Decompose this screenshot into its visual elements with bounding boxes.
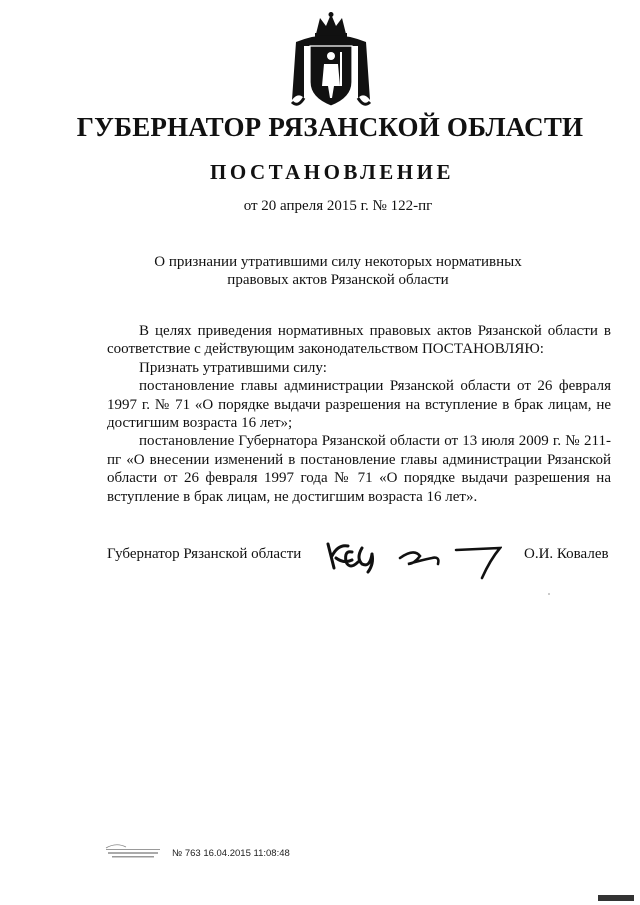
decree-body [107, 322, 611, 506]
scan-speck [548, 593, 550, 595]
decree-subject [130, 253, 546, 289]
registration-stamp-logo-icon [102, 840, 164, 862]
scan-corner-mark [598, 895, 634, 901]
body-paragraph: постановление главы администрации Рязанской области от 26 февраля 1997 г. № 71 «О порядке выдачи разрешения на вступление в брак лицам, не достигшим возраста 16 лет»; [107, 378, 611, 432]
subject-line-1: О признании утратившими силу некоторых нормативных [154, 254, 522, 270]
subject-line-2: правовых актов Рязанской области [227, 272, 449, 288]
signatory-name: О.И. Ковалев [524, 546, 609, 562]
decree-date-number: от 20 апреля 2015 г. № 122-пг [243, 198, 433, 214]
body-paragraph: Признать утратившими силу: [139, 359, 327, 376]
governor-title: ГУБЕРНАТОР РЯЗАНСКОЙ ОБЛАСТИ [76, 112, 584, 142]
registration-info: № 763 16.04.2015 11:08:48 [172, 848, 290, 859]
coat-of-arms-icon [288, 12, 374, 112]
signatory-position: Губернатор Рязанской области [107, 546, 302, 562]
body-paragraph: В целях приведения нормативных правовых актов Рязанской области в соответствие с действующим законодательством ПОСТАНОВЛЯЮ: [107, 323, 611, 358]
body-paragraph: постановление Губернатора Рязанской области от 13 июля 2009 г. № 211-пг «О внесении изменений в постановление главы администрации Рязанской области от 26 февраля 1997 года № 71 «О порядке выдачи разрешения на вступление в брак лицам, не достигшим возраста 16 лет». [107, 433, 611, 505]
decree-type-heading: ПОСТАНОВЛЕНИЕ [210, 160, 454, 184]
handwritten-signature-icon [322, 534, 502, 580]
